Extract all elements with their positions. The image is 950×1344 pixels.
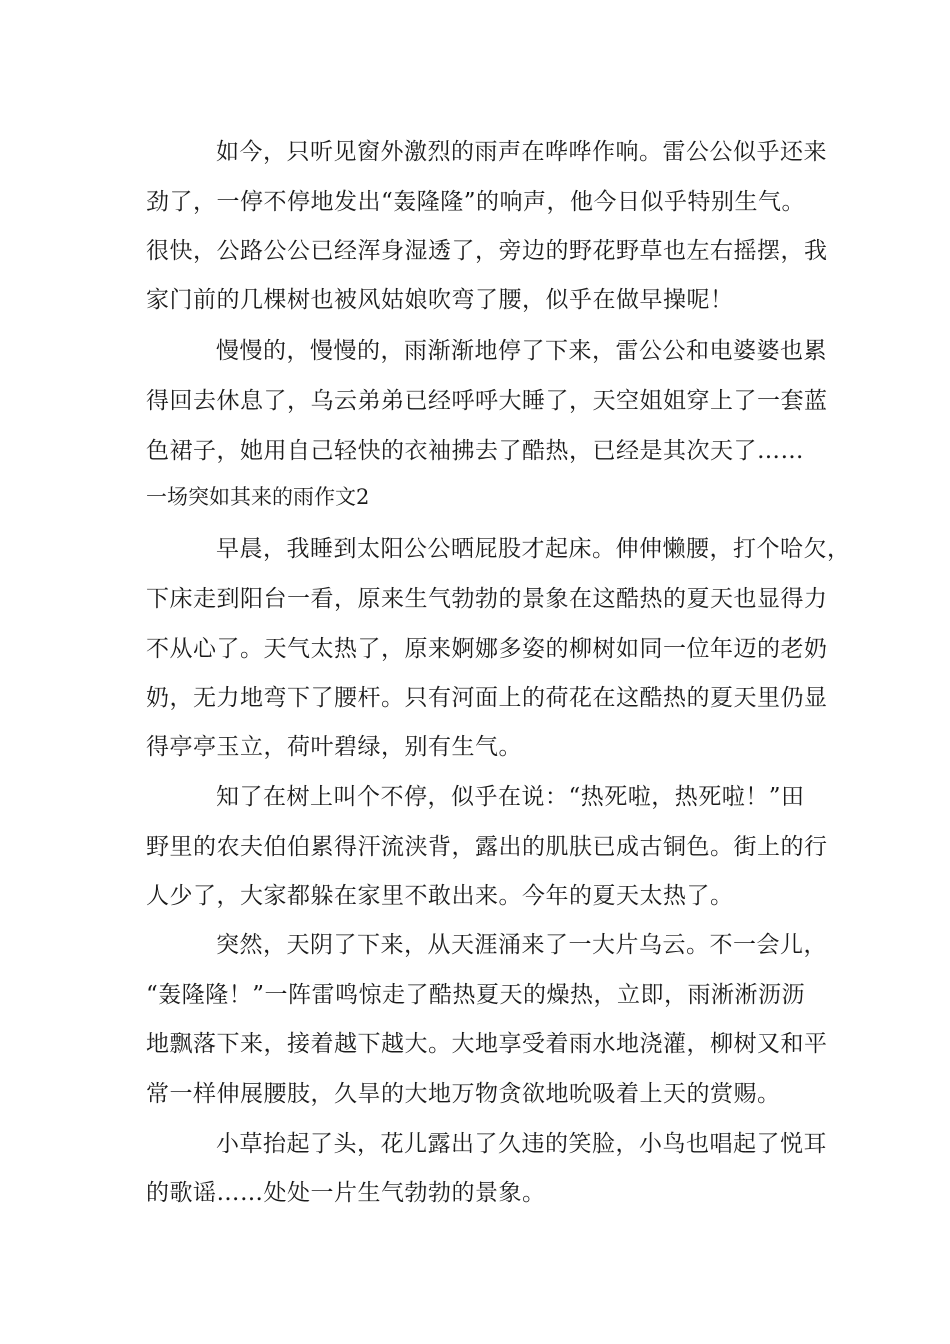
paragraph-line: 知了在树上叫个不停，似乎在说：“热死啦，热死啦！”田 xyxy=(216,784,805,810)
paragraph-line: 野里的农夫伯伯累得汗流浃背，露出的肌肤已成古铜色。街上的行 xyxy=(146,834,828,860)
paragraph-line: 常一样伸展腰肢，久旱的大地万物贪欲地吮吸着上天的赏赐。 xyxy=(146,1081,781,1107)
paragraph-line: 很快，公路公公已经浑身湿透了，旁边的野花野草也左右摇摆，我 xyxy=(146,238,828,264)
paragraph-line: 奶，无力地弯下了腰杆。只有河面上的荷花在这酷热的夏天里仍显 xyxy=(146,685,828,711)
paragraph-line: 不从心了。天气太热了，原来婀娜多姿的柳树如同一位年迈的老奶 xyxy=(146,636,828,662)
paragraph-line: 色裙子，她用自己轻快的衣袖拂去了酷热，已经是其次天了…… xyxy=(146,438,804,464)
section-heading: 一场突如其来的雨作文2 xyxy=(146,485,370,509)
paragraph-line: 得回去休息了，乌云弟弟已经呼呼大睡了，天空姐姐穿上了一套蓝 xyxy=(146,388,828,414)
paragraph-line: 劲了，一停不停地发出“轰隆隆”的响声，他今日似乎特别生气。 xyxy=(146,189,806,215)
paragraph-line: 得亭亭玉立，荷叶碧绿，别有生气。 xyxy=(146,734,522,760)
paragraph-line: 如今，只听见窗外激烈的雨声在哗哗作响。雷公公似乎还来 xyxy=(216,139,827,165)
paragraph-line: 下床走到阳台一看，原来生气勃勃的景象在这酷热的夏天也显得力 xyxy=(146,586,828,612)
paragraph-line: 地飘落下来，接着越下越大。大地享受着雨水地浇灌，柳树又和平 xyxy=(146,1031,828,1057)
paragraph-line: 的歌谣……处处一片生气勃勃的景象。 xyxy=(146,1180,546,1206)
paragraph-line: 人少了，大家都躲在家里不敢出来。今年的夏天太热了。 xyxy=(146,883,734,909)
paragraph-line: 慢慢的，慢慢的，雨渐渐地停了下来，雷公公和电婆婆也累 xyxy=(216,338,827,364)
paragraph-line: 早晨，我睡到太阳公公晒屁股才起床。伸伸懒腰，打个哈欠， xyxy=(216,536,851,562)
paragraph-line: 家门前的几棵树也被风姑娘吹弯了腰，似乎在做早操呢！ xyxy=(146,287,734,313)
paragraph-line: “轰隆隆！”一阵雷鸣惊走了酷热夏天的燥热，立即，雨淅淅沥沥 xyxy=(146,982,806,1008)
paragraph-line: 小草抬起了头，花儿露出了久违的笑脸，小鸟也唱起了悦耳 xyxy=(216,1131,827,1157)
paragraph-line: 突然，天阴了下来，从天涯涌来了一大片乌云。不一会儿， xyxy=(216,932,827,958)
